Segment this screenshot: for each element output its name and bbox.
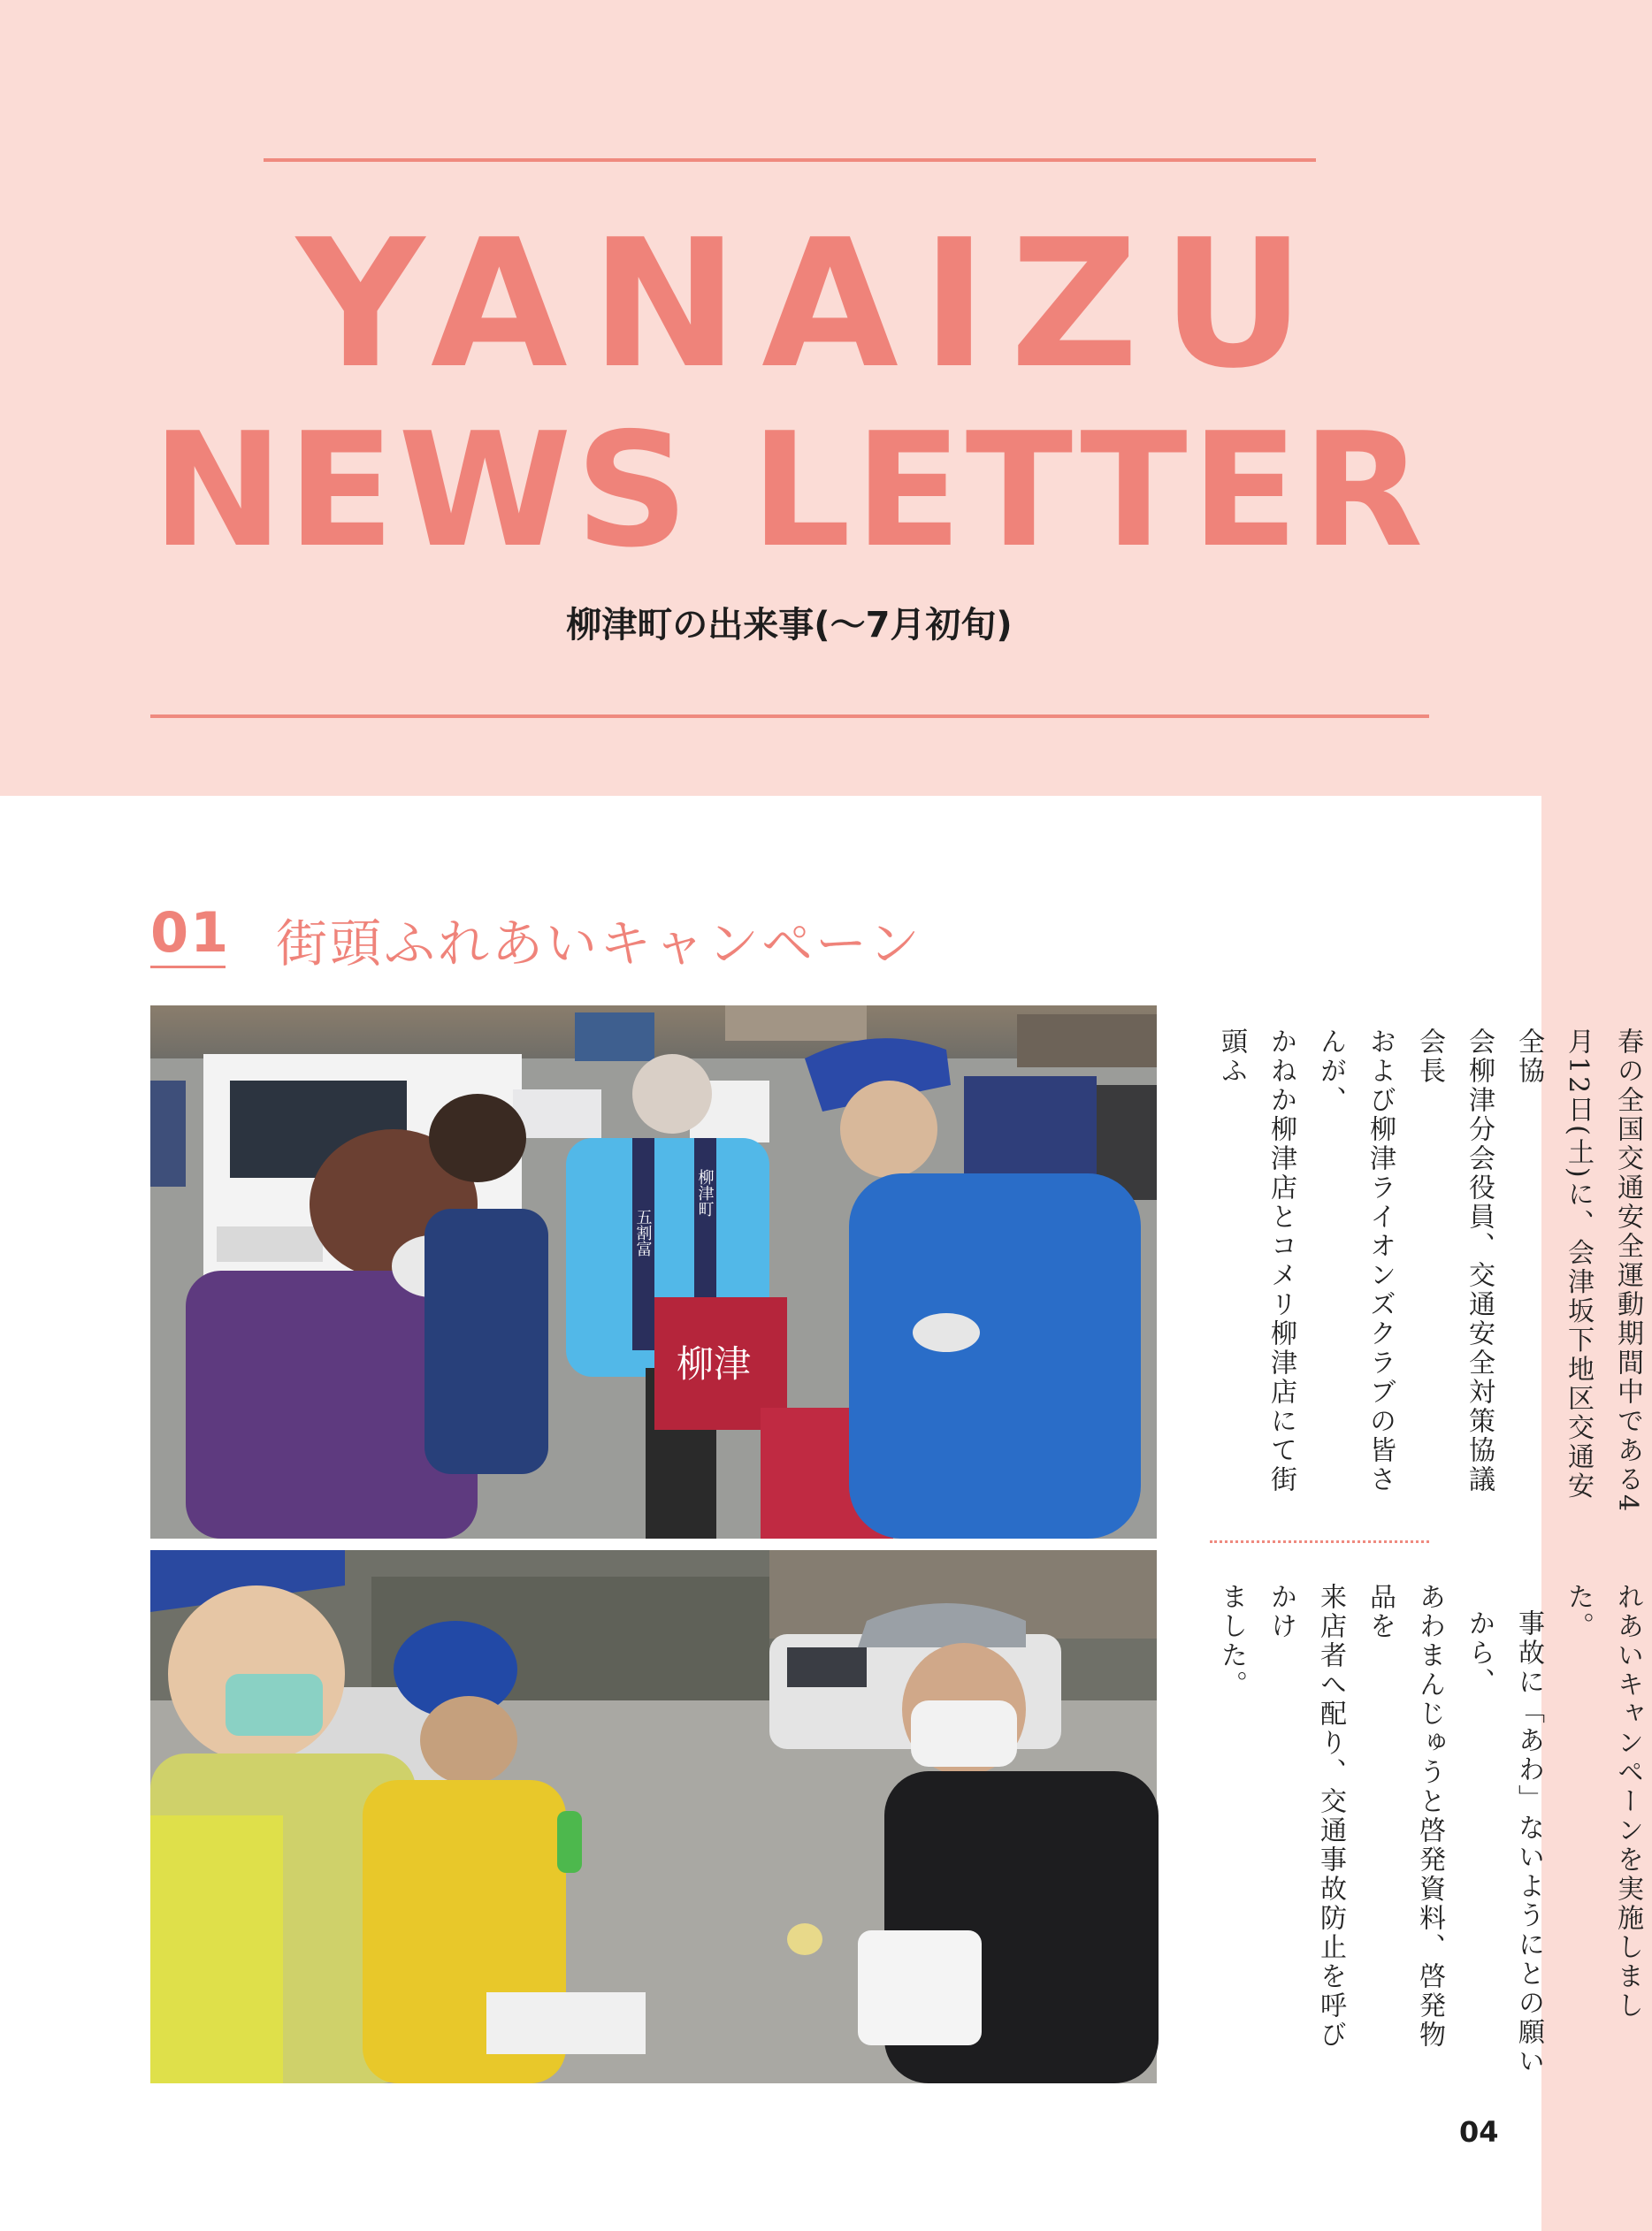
body-line: 春の全国交通安全運動期間中である4 xyxy=(1612,1028,1643,1515)
body-line: 事故に「あわ」ないようにとの願いから、 xyxy=(1464,1609,1544,2076)
section-number: 01 xyxy=(150,900,231,965)
happi-left-text: 五割富 xyxy=(633,1209,653,1257)
section-number-underline xyxy=(150,966,226,968)
body-line: かねか柳津店とコメリ柳津店にて街頭ふ xyxy=(1216,1028,1296,1494)
photo-campaign-distribution xyxy=(150,1005,1157,1539)
page-number: 04 xyxy=(1459,2115,1499,2149)
happi-right-text: 柳津町 xyxy=(695,1169,715,1217)
bag-text: 柳津 xyxy=(677,1342,752,1386)
body-text-bottom xyxy=(1206,1583,1652,2078)
photo-campaign-handout xyxy=(150,1550,1157,2083)
body-line: 月12日(土)に、会津坂下地区交通安全協 xyxy=(1513,1028,1594,1501)
body-text-top xyxy=(1206,1028,1652,1523)
page-subtitle: 柳津町の出来事(～7月初旬) xyxy=(566,605,1013,646)
body-line: 来店者へ配り、交通事故防止を呼びかけ xyxy=(1266,1583,1346,2050)
body-line: 会柳津分会役員、交通安全対策協議会長 xyxy=(1414,1028,1495,1494)
header-bottom-rule xyxy=(150,714,1429,718)
title-line-1: YANAIZU xyxy=(296,202,1328,408)
body-line: れあいキャンペーンを実施しました。 xyxy=(1563,1583,1643,2021)
section-title: 街頭ふれあいキャンペーン xyxy=(276,913,922,974)
body-line: および柳津ライオンズクラブの皆さんが、 xyxy=(1315,1028,1396,1494)
title-line-2: NEWS LETTER xyxy=(151,399,1427,582)
header-top-rule xyxy=(264,158,1316,162)
text-divider xyxy=(1210,1540,1429,1543)
body-line: ました。 xyxy=(1216,1583,1247,1700)
body-line: あわまんじゅうと啓発資料、啓発物品を xyxy=(1365,1583,1445,2050)
